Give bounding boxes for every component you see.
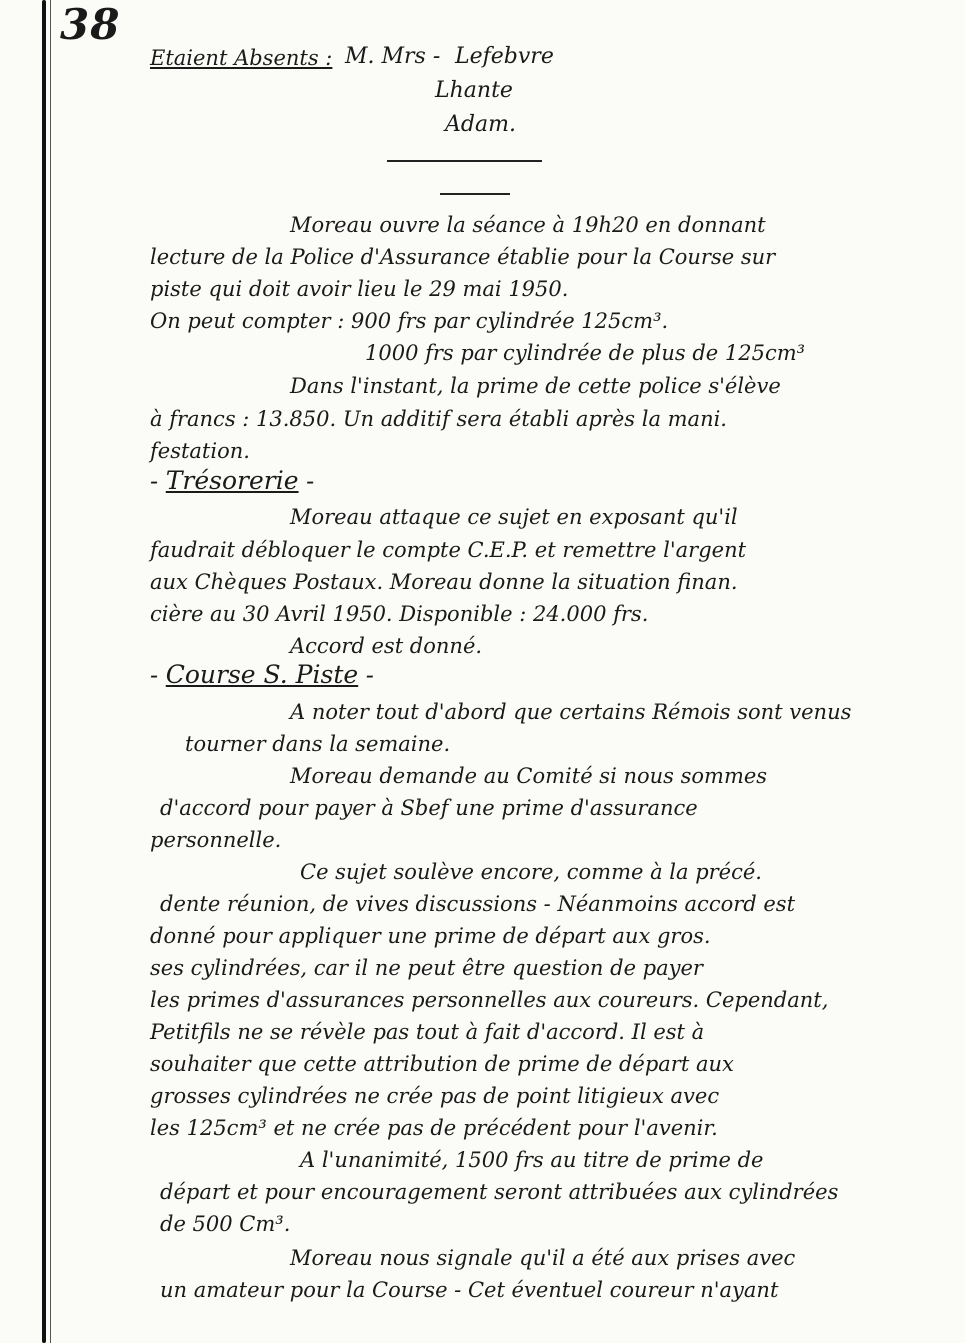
text-line: départ et pour encouragement seront attribuées aux cylindrées (160, 1180, 839, 1204)
text-line: Petitfils ne se révèle pas tout à fait d'accord. Il est à (150, 1020, 705, 1044)
margin-rule-thin (50, 0, 51, 1343)
text-line: à francs : 13.850. Un additif sera établi après la mani. (150, 407, 727, 431)
text-line: festation. (150, 439, 250, 463)
text-line: lecture de la Police d'Assurance établie pour la Course sur (150, 245, 776, 269)
margin-rule (42, 0, 46, 1343)
text-line: grosses cylindrées ne crée pas de point litigieux avec (150, 1084, 720, 1108)
text-line: donné pour appliquer une prime de départ aux gros. (150, 924, 711, 948)
text-line: aux Chèques Postaux. Moreau donne la situation finan. (150, 570, 738, 594)
text-line: un amateur pour la Course - Cet éventuel coureur n'ayant (160, 1278, 779, 1302)
separator-1 (387, 160, 542, 162)
text-line: Moreau ouvre la séance à 19h20 en donnant (290, 213, 766, 237)
absent-label: Etaient Absents : (150, 46, 333, 70)
text-line: Moreau nous signale qu'il a été aux prises avec (290, 1246, 796, 1270)
text-line: les 125cm³ et ne crée pas de précédent pour l'avenir. (150, 1116, 718, 1140)
page-number: 38 (60, 0, 121, 49)
text-line: personnelle. (150, 828, 282, 852)
absent-name-2: Lhante (435, 78, 513, 103)
text-line: dente réunion, de vives discussions - Néanmoins accord est (160, 892, 796, 916)
heading-course-piste: - Course S. Piste - (150, 660, 374, 689)
absent-name-3: Adam. (445, 112, 516, 137)
text-line: ses cylindrées, car il ne peut être question de payer (150, 956, 703, 980)
text-line: tourner dans la semaine. (185, 732, 451, 756)
text-line: faudrait débloquer le compte C.E.P. et remettre l'argent (150, 538, 747, 562)
archive-watermark (470, 595, 580, 715)
text-line: piste qui doit avoir lieu le 29 mai 1950. (150, 277, 569, 301)
text-line: 1000 frs par cylindrée de plus de 125cm³ (365, 341, 806, 365)
text-line: de 500 Cm³. (160, 1212, 291, 1236)
absent-name-1: Lefebvre (455, 44, 554, 69)
text-line: Moreau attaque ce sujet en exposant qu'il (290, 505, 738, 529)
heading-tresorerie: - Trésorerie - (150, 466, 315, 495)
absent-prefix: M. Mrs - (345, 44, 441, 69)
text-line: Accord est donné. (290, 634, 483, 658)
text-line: cière au 30 Avril 1950. Disponible : 24.000 frs. (150, 602, 649, 626)
text-line: souhaiter que cette attribution de prime de départ aux (150, 1052, 734, 1076)
text-line: Moreau demande au Comité si nous sommes (290, 764, 768, 788)
text-line: Dans l'instant, la prime de cette police s'élève (290, 374, 781, 398)
text-line: On peut compter : 900 frs par cylindrée 125cm³. (150, 309, 669, 333)
text-line: A l'unanimité, 1500 frs au titre de prime de (300, 1148, 764, 1172)
text-line: les primes d'assurances personnelles aux coureurs. Cependant, (150, 988, 829, 1012)
text-line: A noter tout d'abord que certains Rémois sont venus (290, 700, 852, 724)
separator-2 (440, 193, 510, 195)
text-line: d'accord pour payer à Sbef une prime d'assurance (160, 796, 698, 820)
text-line: Ce sujet soulève encore, comme à la précé. (300, 860, 762, 884)
